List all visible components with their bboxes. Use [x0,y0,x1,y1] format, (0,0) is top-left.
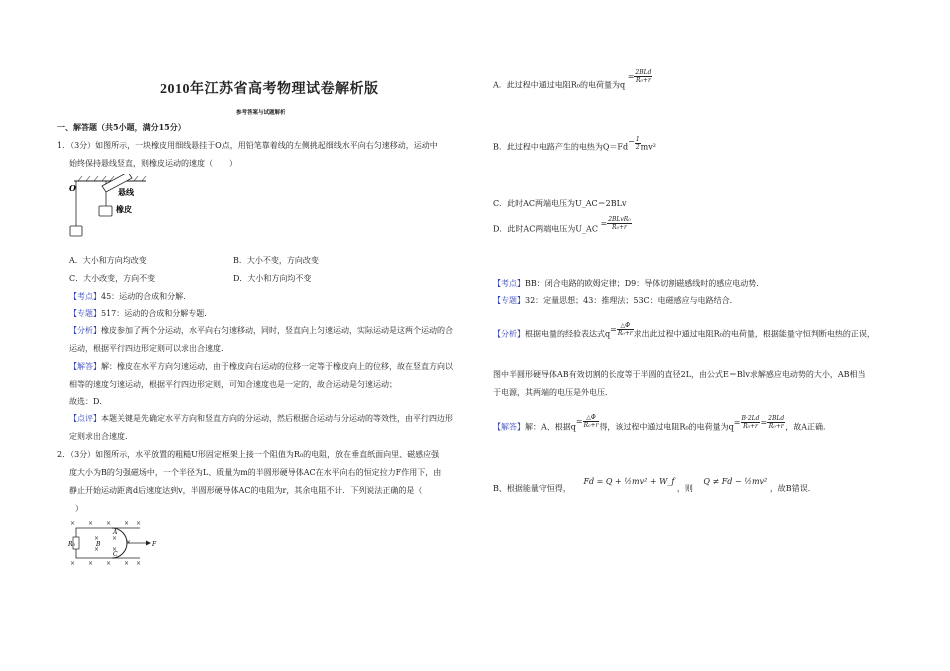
svg-text:×: × [70,520,76,527]
q1-stem-line1: 1．（3分）如图所示，一块橡皮用细线悬挂于O点，用铅笔靠着线的左侧挑起细线水平向右匀速移动，运动中 [57,141,438,150]
svg-text:×: × [136,520,142,527]
svg-text:×: × [88,520,94,527]
q1-option-c: C．大小改变，方向不变 [69,274,156,283]
fenxi-text: 橡皮参加了两个分运动，水平向右匀速移动，同时，竖直向上匀速运动，实际运动是这两个运动的合 [101,326,453,335]
kaodian-text: 45：运动的合成和分解． [101,292,192,301]
jieda-text: 解：橡皮在水平方向匀速运动，由于橡皮向右运动的位移一定等于橡皮向上的位移，故在竖直方向以 [101,362,453,371]
q2-fenxi-line1: 【分析】根据电量的经验表达式q= $\frac{\triangle\Phi}{\text{R₀+r}}$ 求出此过程中通过电阻R₀的电荷量，根据能量守恒判断电热的正误， [493,322,875,339]
magnetic-field-crosses [70,520,141,567]
document-subtitle: 参考答案与试题解析 [236,110,286,116]
dianping-text: 本题关键是先确定水平方向和竖直方向的分运动，然后根据合运动与分运动的等效性，由平行四边形 [101,414,453,423]
svg-text:×: × [106,520,112,527]
fraction-optA: $\frac{\text{2BLd}}{\text{R₀+r}}$ [635,69,652,84]
eraser-label: 橡皮 [116,204,132,214]
q2-stem-line1: 2．（3分）如图所示，水平放置的粗糙U形固定框架上接一个阻值为R₀的电阻，放在垂直纸面向里、磁感应强 [57,450,440,459]
c-label: C [113,551,118,558]
q1-fenxi-line2: 运动，根据平行四边形定则可以求出合速度． [69,344,229,353]
line-label: 悬线 [118,187,134,197]
dianping-tag: 【点评】 [69,414,101,423]
q2-option-d: D．此时AC两端电压为U_AC = $\frac{\text{2BLvR₀}}{\text{R₀+r}}$ [493,216,631,234]
q1-dianping-line1 [69,413,453,424]
kaodian-tag: 【考点】 [493,279,525,288]
q2-option-c: C．此时AC两端电压为U_AC＝2BLv [493,199,627,208]
q2-jieda-b: B、根据能量守恒得， Fd = Q + ½mv² + W_f ，则 Q ≠ Fd − ½mv² ，故B错误． [493,477,816,493]
force-arrow-head [146,541,151,546]
q2-fenxi-line2: 图中半圆形硬导体AB有效切割的长度等于半圆的直径2L，由公式E＝Blv求解感应电动势的大小，AB相当 [493,370,866,379]
q1-dianping-line2: 定则求出合速度． [69,432,133,441]
q2-fenxi-line3: 于电源，其两端的电压是外电压． [493,388,613,397]
b-label: B [96,541,101,548]
q1-jieda-line1 [69,361,453,372]
a-label: A [113,529,118,536]
q2-stem-line4: ） [75,504,83,513]
f-label: F [152,541,157,548]
document-title: 2010年江苏省高考物理试卷解析版 [160,82,379,97]
q2-option-b: B．此过程中电路产生的电热为Q＝Fd− $\frac{1}{2}$ mv² [493,136,656,152]
fenxi-tag: 【分析】 [69,326,101,335]
q1-figure [66,174,176,242]
q2-option-a: A．此过程中通过电阻R₀的电荷量为q = $\frac{\text{2BLd}}{\text{R₀+r}}$ [493,69,652,90]
q1-option-a: A．大小和方向均改变 [69,256,147,265]
kaodian-text: BB：闭合电路的欧姆定律；D9：导体切割磁感线时的感应电动势． [525,279,765,288]
q2-jieda-line1: 【解答】解：A、根据q= $\frac{\triangle\Phi}{\text{R₀+r}}$ 得，该过程中通过电阻R₀的电荷量为q= $\frac{B\cdot 2Ld}{\text{R₀+r}}$ = $\frac{\text{2BLd}}{\text{R₀+r}}$ ，故A正确． [493,414,832,432]
section-heading: 一、解答题（共5小题，满分15分） [57,122,186,132]
kaodian-tag: 【考点】 [69,292,101,301]
q1-jieda-line3: 故选：D． [69,397,108,406]
jieda-tag: 【解答】 [493,422,525,432]
zhuanti-text: 517：运动的合成和分解专题． [101,309,213,318]
svg-text:×: × [124,520,130,527]
q2-stem-line2: 度大小为B的匀强磁场中，一个半径为L、质量为m的半圆形硬导体AC在水平向右的恒定拉力F作用下，由 [69,468,442,477]
svg-text:×: × [112,546,118,553]
q1-jieda-line2: 相等的速度匀速运动，根据平行四边形定则，可知合速度也是一定的，故合运动是匀速运动； [69,380,397,389]
zhuanti-tag: 【专题】 [493,296,525,305]
q2-kaodian [493,278,764,289]
svg-text:×: × [112,535,118,542]
fraction-optD: $\frac{\text{2BLvR₀}}{\text{R₀+r}}$ [608,216,631,231]
q1-kaodian [69,291,191,302]
svg-text:×: × [94,546,100,553]
svg-text:×: × [136,560,142,567]
q1-stem-line2: 始终保持悬线竖直，则橡皮运动的速度（ ） [69,159,237,168]
fraction-jieda-2: $\frac{B\cdot 2Ld}{\text{R₀+r}}$ [741,415,760,430]
q2-zhuanti [493,295,738,306]
heat-inequality: Q ≠ Fd − ½mv² [703,477,768,486]
svg-text:×: × [70,560,76,567]
fraction-fenxi: $\frac{\triangle\Phi}{\text{R₀+r}}$ [617,322,633,337]
eraser-block [99,206,112,216]
fraction-jieda-1: $\frac{\triangle\Phi}{\text{R₀+r}}$ [583,414,599,429]
svg-text:×: × [88,560,94,567]
svg-text:×: × [124,560,130,567]
energy-equation: Fd = Q + ½mv² + W_f [583,477,675,486]
q1-zhuanti [69,308,212,319]
svg-text:×: × [94,535,100,542]
point-o-label: O [69,183,76,193]
fenxi-tag: 【分析】 [493,329,525,339]
svg-text:×: × [126,539,132,546]
fraction-jieda-3: $\frac{\text{2BLd}}{\text{R₀+r}}$ [768,415,785,430]
svg-text:×: × [106,560,112,567]
zhuanti-text: 32：定量思想；43：推理法；53C：电磁感应与电路结合． [525,296,738,305]
q2-stem-line3: 静止开始运动距离d后速度达到v，半圆形硬导体AC的电阻为r，其余电阻不计．下列说法正确的是（ [69,486,423,495]
zhuanti-tag: 【专题】 [69,309,101,318]
jieda-tag: 【解答】 [69,362,101,371]
q1-fenxi-line1 [69,325,453,336]
q2-figure [66,518,158,568]
original-eraser [70,226,82,236]
q1-option-b: B．大小不变，方向改变 [233,256,319,265]
r0-label: R₀ [68,541,75,548]
q1-option-d: D．大小和方向均不变 [233,274,312,283]
fraction-optB: $\frac{1}{2}$ [635,136,640,151]
